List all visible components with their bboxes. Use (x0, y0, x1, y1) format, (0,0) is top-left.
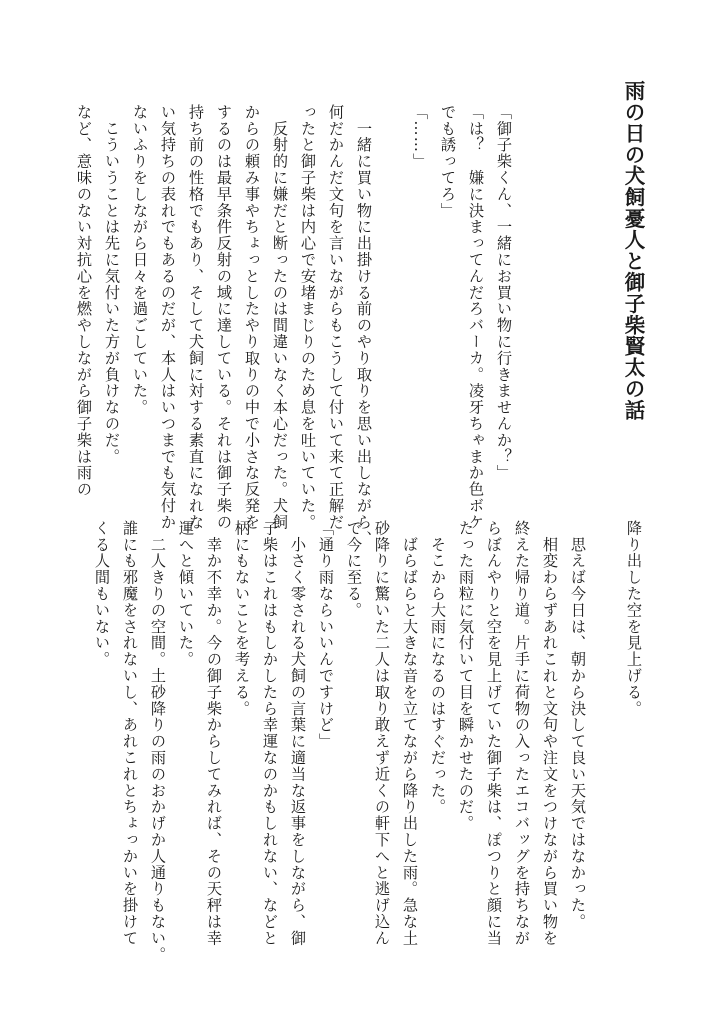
text-line: 「通り雨ならいいんですけど」 (317, 520, 335, 750)
text-line: 降り出した空を見上げる。 (625, 520, 643, 717)
text-line: くる人間もいない。 (93, 520, 111, 668)
text-line: 運へと傾いていた。 (177, 520, 195, 668)
text-line: でも誘ってろ」 (439, 104, 457, 219)
text-line: ったと御子柴は内心で安堵まじりのため息を吐いていた。 (299, 104, 317, 531)
text-line: など、意味のない対抗心を燃やしながら御子柴は雨の (75, 104, 93, 498)
text-line (592, 520, 620, 940)
text-line: 誰にも邪魔をされないし、あれこれとちょっかいを掛けて (121, 520, 139, 947)
text-line: 思えば今日は、朝から決して良い天気ではなかった。 (569, 520, 587, 930)
text-line: 二人きりの空間。土砂降りの雨のおかげか人通りもない。 (149, 520, 167, 963)
text-block-lower (93, 520, 648, 963)
text-line: で今に至る。 (345, 520, 363, 619)
text-line: 「は？ 嫌に決まってんだろバーカ。凌牙ちゃまか色ボケ (467, 104, 485, 531)
text-line: 「……」 (411, 104, 429, 170)
text-line: そこから大雨になるのはすぐだった。 (429, 520, 447, 816)
text-line: 小さく零される犬飼の言葉に適当な返事をしながら、御 (289, 520, 307, 947)
text-line: ばらばらと大きな音を立てながら降り出した雨。急な土 (401, 520, 419, 947)
text-line: 持ち前の性格でもあり、そして犬飼に対する素直になれな (187, 104, 205, 531)
text-line: 砂降りに驚いた二人は取り敢えず近くの軒下へと逃げ込ん (373, 520, 391, 947)
page-title: 雨の日の犬飼憂人と御子柴賢太の話 (621, 80, 645, 421)
text-line: 一緒に買い物に出掛ける前のやり取りを思い出しながら、 (355, 104, 373, 547)
text-line: 幸か不幸か。今の御子柴からしてみれば、その天秤は幸 (205, 520, 223, 947)
text-line: からの頼み事やちょっとしたやり取りの中で小さな反発を (243, 104, 261, 531)
text-line: 子柴はこれはもしかしたら幸運なのかもしれない、などと (261, 520, 279, 947)
text-line: い気持ちの表れでもあるのだが、本人はいつまでも気付か (159, 104, 177, 531)
text-line: 相変わらずあれこれと文句や注文をつけながら買い物を (541, 520, 559, 947)
text-block-upper (75, 104, 518, 547)
text-line: 終えた帰り道。片手に荷物の入ったエコバッグを持ちなが (513, 520, 531, 947)
text-line (378, 104, 406, 504)
text-line: 「御子柴くん、一緒にお買い物に行きませんか？」 (495, 104, 513, 482)
text-line: たった雨粒に気付いて目を瞬かせたのだ。 (457, 520, 475, 832)
text-line: 柄にもないことを考える。 (233, 520, 251, 717)
text-line: するのは最早条件反射の域に達している。それは御子柴の (215, 104, 233, 531)
text-line: ないふりをしながら日々を過ごしていた。 (131, 104, 149, 416)
text-line: 何だかんだ文句を言いながらもこうして付いて来て正解だ (327, 104, 345, 531)
text-line: らぼんやりと空を見上げていた御子柴は、ぽつりと顔に当 (485, 520, 503, 947)
text-line: こういうことは先に気付いた方が負けなのだ。 (103, 104, 121, 465)
text-line: 反射的に嫌だと断ったのは間違いなく本心だった。犬飼 (271, 104, 289, 531)
